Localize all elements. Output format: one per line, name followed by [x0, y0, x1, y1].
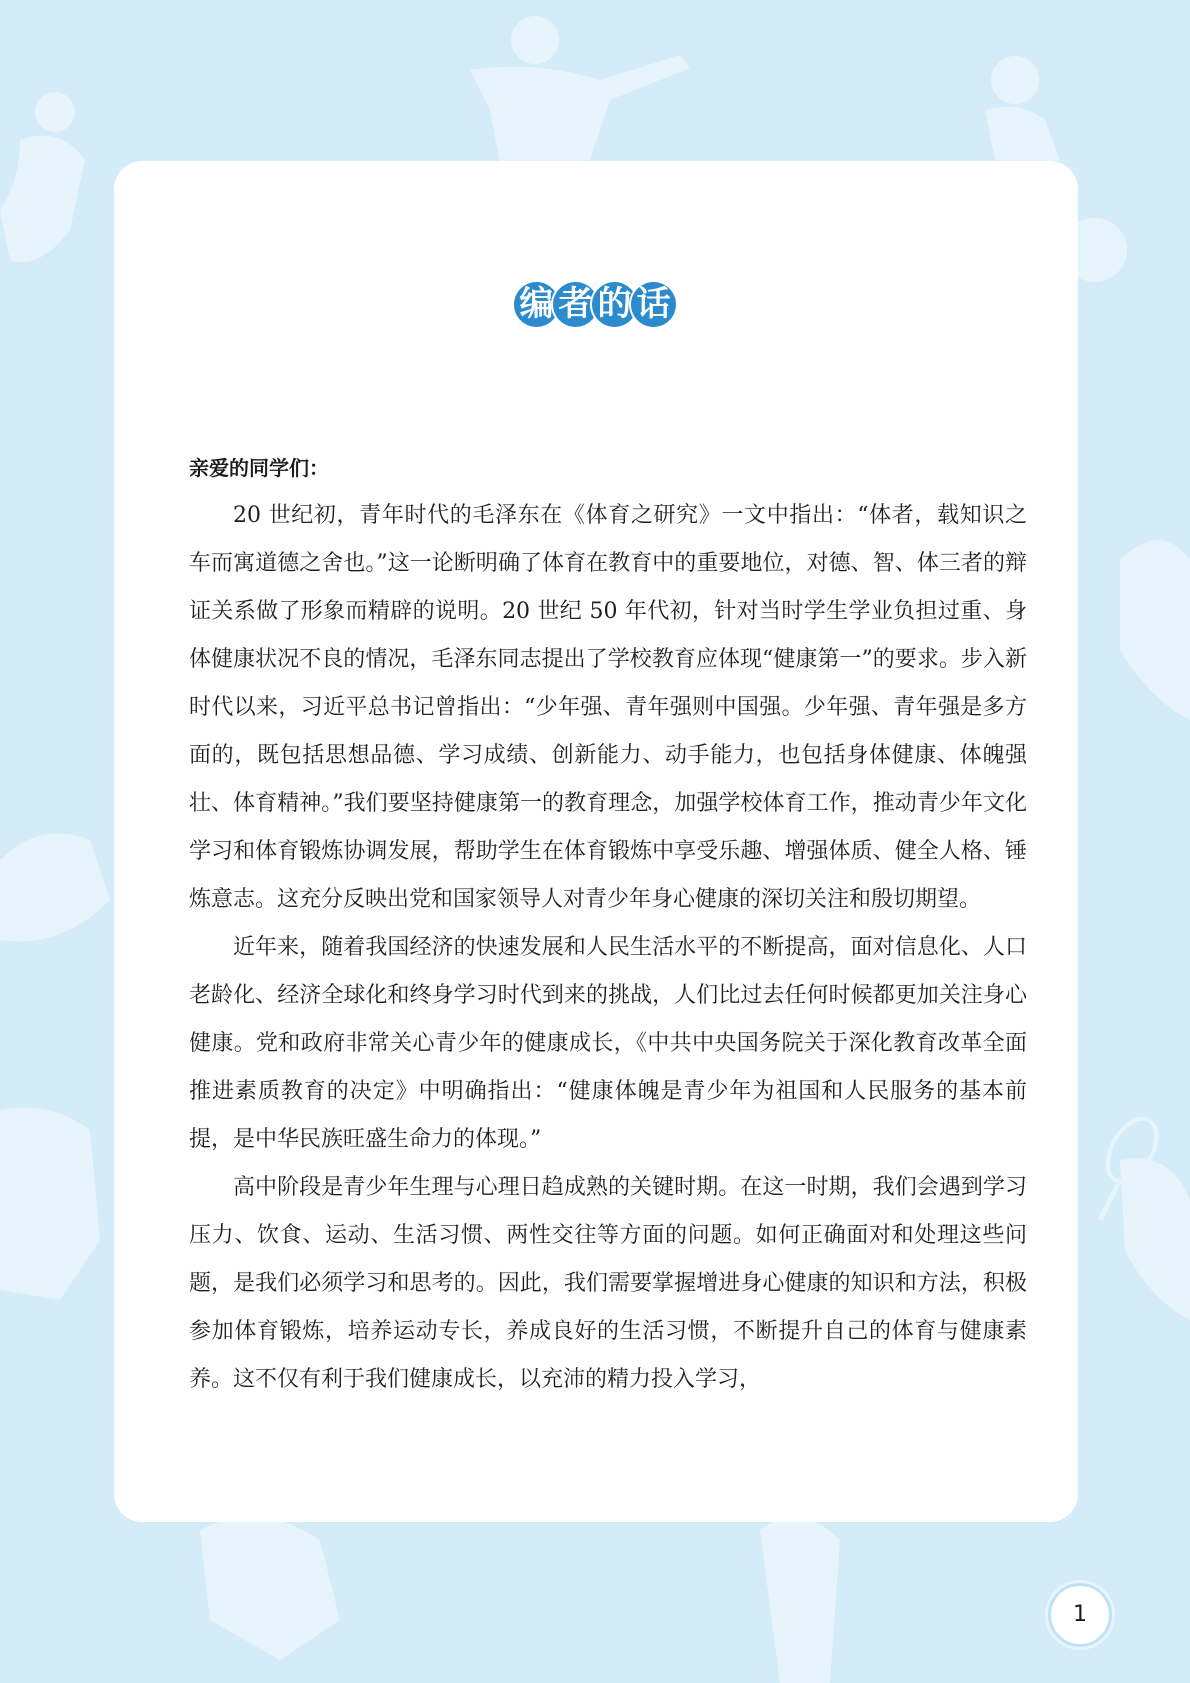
silhouette-gymnast-icon	[0, 92, 85, 262]
body-text	[189, 492, 1027, 1404]
paragraph: 近年来，随着我国经济的快速发展和人民生活水平的不断提高，面对信息化、人口老龄化、经济全球化和终身学习时代到来的挑战，人们比过去任何时候都更加关注身心健康。党和政府非常关心青少年的健康成长，《中共中央国务院关于深化教育改革全面推进素质教育的决定》中明确指出：“健康体魄是青少年为祖国和人民服务的基本前提，是中华民族旺盛生命力的体现。”	[189, 935, 1027, 1152]
title-char: 编	[514, 282, 559, 327]
paragraph: 高中阶段是青少年生理与心理日趋成熟的关键时期。在这一时期，我们会遇到学习压力、饮食、运动、生活习惯、两性交往等方面的问题。如何正确面对和处理这些问题，是我们必须学习和思考的。因此，我们需要掌握增进身心健康的知识和方法，积极参加体育锻炼，培养运动专长，养成良好的生活习惯，不断提升自己的体育与健康素养。这不仅有利于我们健康成长，以充沛的精力投入学习，	[189, 1175, 1027, 1392]
greeting: 亲爱的同学们：	[189, 456, 329, 480]
silhouette-thrower-icon	[470, 16, 690, 165]
paragraph: 20 世纪初，青年时代的毛泽东在《体育之研究》一文中指出：“体者，载知识之车而寓道德之舍也。”这一论断明确了体育在教育中的重要地位，对德、智、体三者的辩证关系做了形象而精辟的说明。20 世纪 50 年代初，针对当时学生学业负担过重、身体健康状况不良的情况，毛泽东同志提出了学校教育应体现“健康第一”的要求。步入新时代以来，习近平总书记曾指出：“少年强、青年强则中国强。少年强、青年强是多方面的，既包括思想品德、学习成绩、创新能力、动手能力，也包括身体健康、体魄强壮、体育精神。”我们要坚持健康第一的教育理念，加强学校体育工作，推动青少年文化学习和体育锻炼协调发展，帮助学生在体育锻炼中享受乐趣、增强体质、健全人格、锤炼意志。这充分反映出党和国家领导人对青少年身心健康的深切关注和殷切期望。	[189, 503, 1027, 912]
silhouette-swimmer-icon	[0, 833, 110, 941]
page-title	[0, 282, 1190, 327]
page-number: 1	[1048, 1583, 1112, 1647]
silhouette-kicker-icon	[200, 1517, 340, 1660]
title-char: 者	[553, 282, 598, 327]
silhouette-dancer-icon	[760, 1517, 840, 1683]
silhouette-player-icon	[1120, 1158, 1190, 1320]
silhouette-leaping-icon	[1120, 540, 1190, 720]
silhouette-lunge-icon	[0, 1108, 100, 1301]
title-char: 的	[592, 282, 637, 327]
title-char: 话	[631, 282, 676, 327]
silhouette-runner-icon	[985, 56, 1060, 165]
